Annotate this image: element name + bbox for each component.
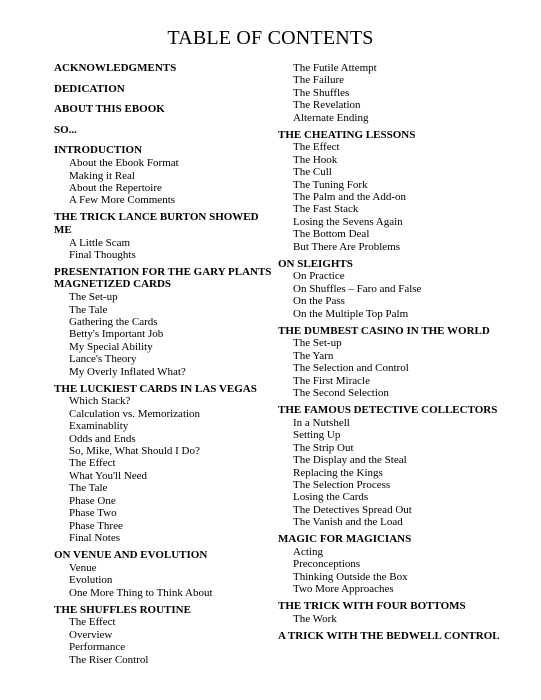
toc-section-heading: DEDICATION — [54, 82, 125, 95]
toc-section-heading: INTRODUCTION — [54, 144, 143, 157]
toc-entry: Two More Approaches — [293, 583, 394, 596]
toc-entry: Phase Two — [69, 507, 117, 520]
toc-entry: On Shuffles – Faro and False — [293, 282, 422, 295]
toc-entry: The Palm and the Add-on — [293, 191, 407, 204]
toc-entry: Evolution — [69, 574, 113, 587]
toc-section — [54, 83, 276, 95]
toc-section-heading: THE CHEATING LESSONS — [278, 128, 416, 141]
toc-section — [54, 211, 276, 261]
toc-section — [54, 266, 276, 378]
toc-entry: Replacing the Kings — [293, 466, 383, 479]
toc-section-heading: SO... — [54, 123, 77, 136]
toc-entry: The Yarn — [293, 349, 334, 362]
toc-entry: The Cull — [293, 166, 332, 179]
toc-entry: The Revelation — [293, 99, 361, 112]
toc-entry: Phase One — [69, 494, 116, 507]
toc-entry: Which Stack? — [69, 395, 131, 408]
toc-section-heading: THE TRICK WITH FOUR BOTTOMS — [278, 600, 466, 613]
toc-entry: Final Notes — [69, 531, 121, 544]
toc-right-column — [278, 62, 518, 651]
toc-section — [278, 325, 518, 400]
toc-entry: Lance's Theory — [69, 353, 137, 366]
toc-entry: Gathering the Cards — [69, 316, 158, 329]
toc-section-heading: THE FAMOUS DETECTIVE COLLECTORS — [278, 404, 498, 417]
toc-entry: But There Are Problems — [293, 240, 401, 253]
toc-entry: Alternate Ending — [293, 111, 369, 124]
toc-section-heading: MAGIC FOR MAGICIANS — [278, 533, 412, 546]
toc-entry: The Shuffles — [293, 86, 350, 99]
toc-section — [54, 124, 276, 136]
toc-entry: The First Miracle — [293, 374, 370, 387]
toc-entry: The Bottom Deal — [293, 228, 370, 241]
toc-entry: Making it Real — [69, 169, 135, 182]
toc-entry: The Effect — [69, 457, 116, 470]
toc-entry: My Overly Inflated What? — [69, 365, 186, 378]
toc-entry: The Strip Out — [293, 441, 354, 454]
toc-entry: On the Multiple Top Palm — [293, 307, 409, 320]
toc-entry: Venue — [69, 561, 97, 574]
toc-section-heading: A TRICK WITH THE BEDWELL CONTROL — [278, 629, 500, 642]
toc-entry: A Few More Comments — [69, 194, 176, 207]
toc-section — [54, 383, 276, 545]
toc-entry: The Effect — [69, 616, 116, 629]
toc-entry: Preconceptions — [293, 558, 361, 571]
toc-entry: The Detectives Spread Out — [293, 503, 412, 516]
toc-entry: Calculation vs. Memorization — [69, 407, 201, 420]
toc-entry: The Futile Attempt — [293, 62, 377, 74]
toc-entry: The Work — [293, 612, 337, 625]
toc-section-heading: ABOUT THIS EBOOK — [54, 103, 165, 116]
toc-entry: One More Thing to Think About — [69, 586, 213, 599]
toc-section — [278, 62, 518, 124]
toc-section-heading: PRESENTATION FOR THE GARY PLANTS MAGNETIZED CARDS — [54, 266, 272, 291]
toc-entry: Thinking Outside the Box — [293, 570, 408, 583]
toc-section — [54, 103, 276, 115]
toc-entry: The Selection and Control — [293, 362, 409, 375]
toc-entry: The Tuning Fork — [293, 178, 368, 191]
toc-entry: The Second Selection — [293, 387, 389, 400]
toc-entry: What You'll Need — [69, 469, 148, 482]
toc-entry: The Set-up — [293, 337, 342, 350]
toc-entry: On the Pass — [293, 295, 345, 308]
toc-section — [278, 129, 518, 253]
toc-section — [278, 630, 518, 642]
toc-section — [54, 144, 276, 206]
toc-entry: The Fast Stack — [293, 203, 359, 216]
toc-section — [278, 533, 518, 595]
toc-entry: A Little Scam — [69, 236, 131, 249]
toc-entry: The Vanish and the Load — [293, 516, 403, 529]
toc-entry: Odds and Ends — [69, 432, 136, 445]
toc-section-heading: THE DUMBEST CASINO IN THE WORLD — [278, 324, 490, 337]
toc-section — [54, 62, 276, 74]
page-title: TABLE OF CONTENTS — [167, 27, 374, 49]
toc-section-heading: ON VENUE AND EVOLUTION — [54, 548, 208, 561]
toc-entry: The Failure — [293, 74, 345, 87]
toc-entry: The Tale — [69, 482, 108, 495]
toc-entry: Final Thoughts — [69, 249, 136, 261]
toc-section — [54, 549, 276, 599]
toc-section-heading: THE SHUFFLES ROUTINE — [54, 603, 191, 616]
toc-section — [278, 600, 518, 625]
toc-entry: The Hook — [293, 153, 338, 166]
toc-entry: Setting Up — [293, 429, 341, 442]
toc-entry: Losing the Sevens Again — [293, 215, 403, 228]
toc-entry: The Tale — [69, 303, 108, 316]
toc-section-heading: ON SLEIGHTS — [278, 257, 353, 270]
toc-entry: The Display and the Steal — [293, 454, 407, 467]
toc-entry: Overview — [69, 628, 113, 641]
toc-entry: Losing the Cards — [293, 491, 369, 504]
toc-entry: Betty's Important Job — [69, 328, 164, 341]
toc-section — [278, 404, 518, 528]
toc-entry: So, Mike, What Should I Do? — [69, 445, 200, 458]
toc-entry: The Riser Control — [69, 653, 149, 666]
toc-entry: About the Ebook Format — [69, 157, 179, 170]
toc-entry: About the Repertoire — [69, 181, 162, 194]
toc-section-heading: THE TRICK LANCE BURTON SHOWED ME — [54, 211, 259, 236]
toc-entry: Examinablity — [69, 420, 129, 433]
toc-section — [278, 258, 518, 320]
toc-section-heading: ACKNOWLEDGMENTS — [54, 62, 177, 74]
toc-entry: In a Nutshell — [293, 416, 350, 429]
toc-entry: Performance — [69, 641, 126, 654]
toc-entry: On Practice — [293, 270, 345, 283]
toc-section — [54, 604, 276, 666]
toc-entry: Phase Three — [69, 519, 123, 532]
toc-entry: The Set-up — [69, 291, 118, 304]
toc-left-column — [54, 62, 276, 671]
toc-entry: The Selection Process — [293, 478, 391, 491]
toc-entry: My Special Ability — [69, 340, 153, 353]
toc-section-heading: THE LUCKIEST CARDS IN LAS VEGAS — [54, 382, 257, 395]
toc-entry: The Effect — [293, 141, 340, 154]
toc-entry: Acting — [293, 545, 323, 558]
